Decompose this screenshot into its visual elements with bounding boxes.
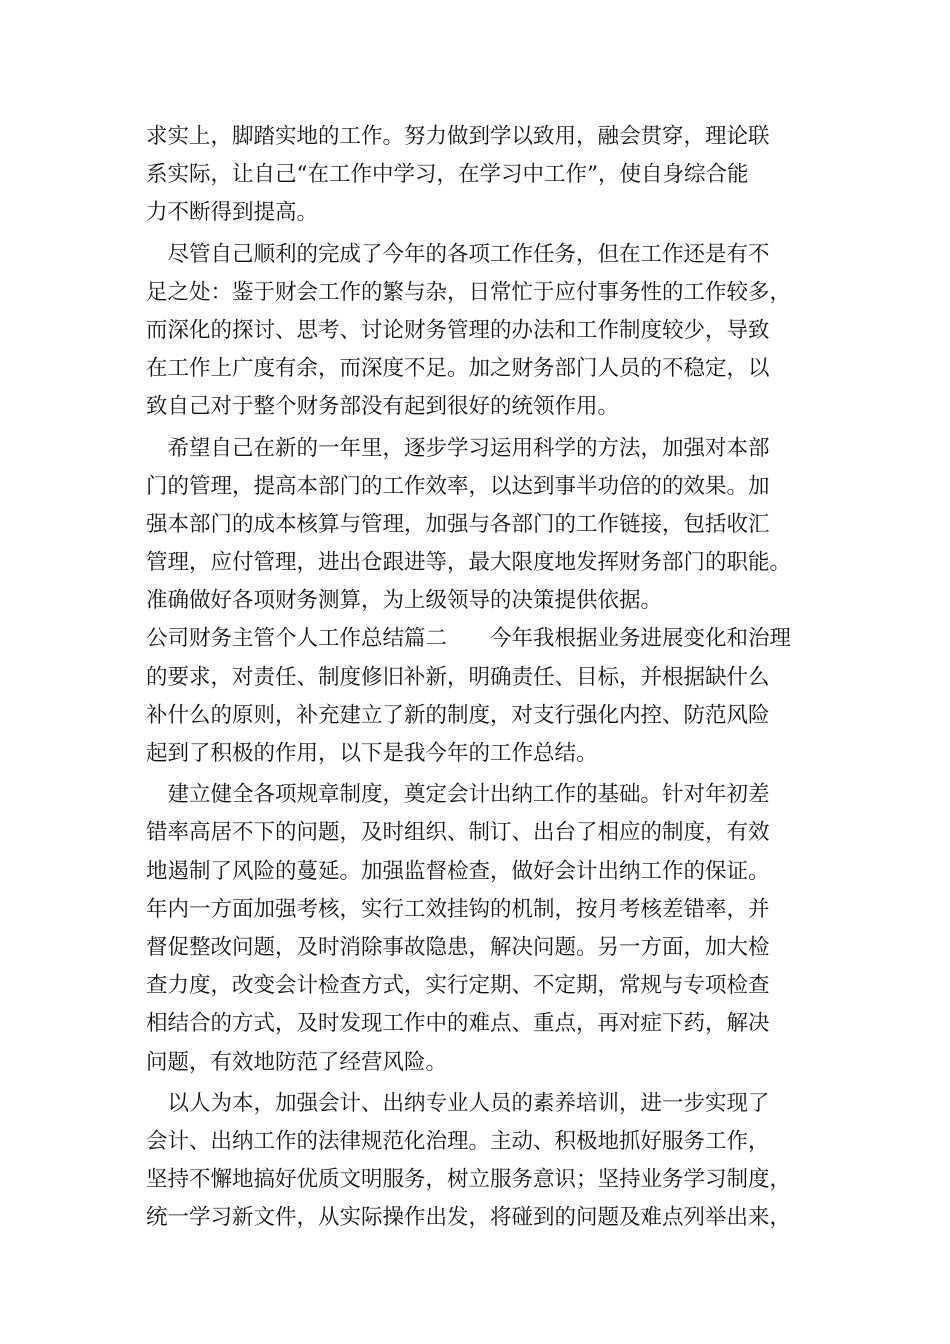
text-line: 在工作上广度有余，而深度不足。加之财务部门人员的不稳定，以 bbox=[146, 356, 770, 382]
text-line: 的要求，对责任、制度修旧补新，明确责任、目标，并根据缺什么 bbox=[146, 664, 770, 690]
body-text bbox=[146, 118, 826, 1237]
paragraph-start-line: 以人为本，加强会计、出纳专业人员的素养培训，进一步实现了 bbox=[146, 1090, 770, 1116]
text-line: 会计、出纳工作的法律规范化治理。主动、积极地抓好服务工作， bbox=[146, 1128, 770, 1154]
text-line: 相结合的方式，及时发现工作中的难点、重点，再对症下药，解决 bbox=[146, 1011, 770, 1037]
section-heading-line: 公司财务主管个人工作总结篇二 今年我根据业务进展变化和治理 bbox=[146, 626, 792, 652]
text-line: 坚持不懈地搞好优质文明服务，树立服务意识；坚持业务学习制度， bbox=[146, 1167, 792, 1193]
text-line: 足之处：鉴于财会工作的繁与杂，日常忙于应付事务性的工作较多， bbox=[146, 279, 792, 305]
text-line: 统一学习新文件，从实际操作出发，将碰到的问题及难点列举出来， bbox=[146, 1205, 792, 1231]
text-line: 错率高居不下的问题，及时组织、制订、出台了相应的制度，有效 bbox=[146, 820, 770, 846]
text-line: 而深化的探讨、思考、讨论财务管理的办法和工作制度较少，导致 bbox=[146, 317, 770, 343]
text-line: 管理，应付管理，进出仓跟进等，最大限度地发挥财务部门的职能。 bbox=[146, 550, 792, 576]
text-line: 力不断得到提高。 bbox=[146, 200, 319, 226]
text-line: 查力度，改变会计检查方式，实行定期、不定期，常规与专项检查 bbox=[146, 973, 770, 999]
text-line: 督促整改问题，及时消除事故隐患，解决问题。另一方面，加大检 bbox=[146, 934, 770, 960]
text-line: 准确做好各项财务测算，为上级领导的决策提供依据。 bbox=[146, 588, 663, 614]
text-line: 问题，有效地防范了经营风险。 bbox=[146, 1049, 448, 1075]
text-line: 门的管理，提高本部门的工作效率，以达到事半功倍的的效果。加 bbox=[146, 473, 770, 499]
text-line: 强本部门的成本核算与管理，加强与各部门的工作链接，包括收汇 bbox=[146, 511, 770, 537]
paragraph-start-line: 建立健全各项规章制度，奠定会计出纳工作的基础。针对年初差 bbox=[146, 782, 770, 808]
text-line: 致自己对于整个财务部没有起到很好的统领作用。 bbox=[146, 394, 620, 420]
text-line: 求实上，脚踏实地的工作。努力做到学以致用，融会贯穿，理论联 bbox=[146, 124, 770, 149]
text-line: 系实际，让自己“在工作中学习，在学习中工作”，使自身综合能 bbox=[146, 162, 749, 188]
text-line: 起到了积极的作用，以下是我今年的工作总结。 bbox=[146, 741, 598, 766]
paragraph-start-line: 希望自己在新的一年里，逐步学习运用科学的方法，加强对本部 bbox=[146, 435, 770, 461]
text-line: 年内一方面加强考核，实行工效挂钩的机制，按月考核差错率，并 bbox=[146, 896, 770, 922]
text-line: 补什么的原则，补充建立了新的制度，对支行强化内控、防范风险 bbox=[146, 702, 770, 728]
paragraph-start-line: 尽管自己顺利的完成了今年的各项工作任务，但在工作还是有不 bbox=[146, 241, 770, 267]
text-line: 地遏制了风险的蔓延。加强监督检查，做好会计出纳工作的保证。 bbox=[146, 858, 770, 884]
